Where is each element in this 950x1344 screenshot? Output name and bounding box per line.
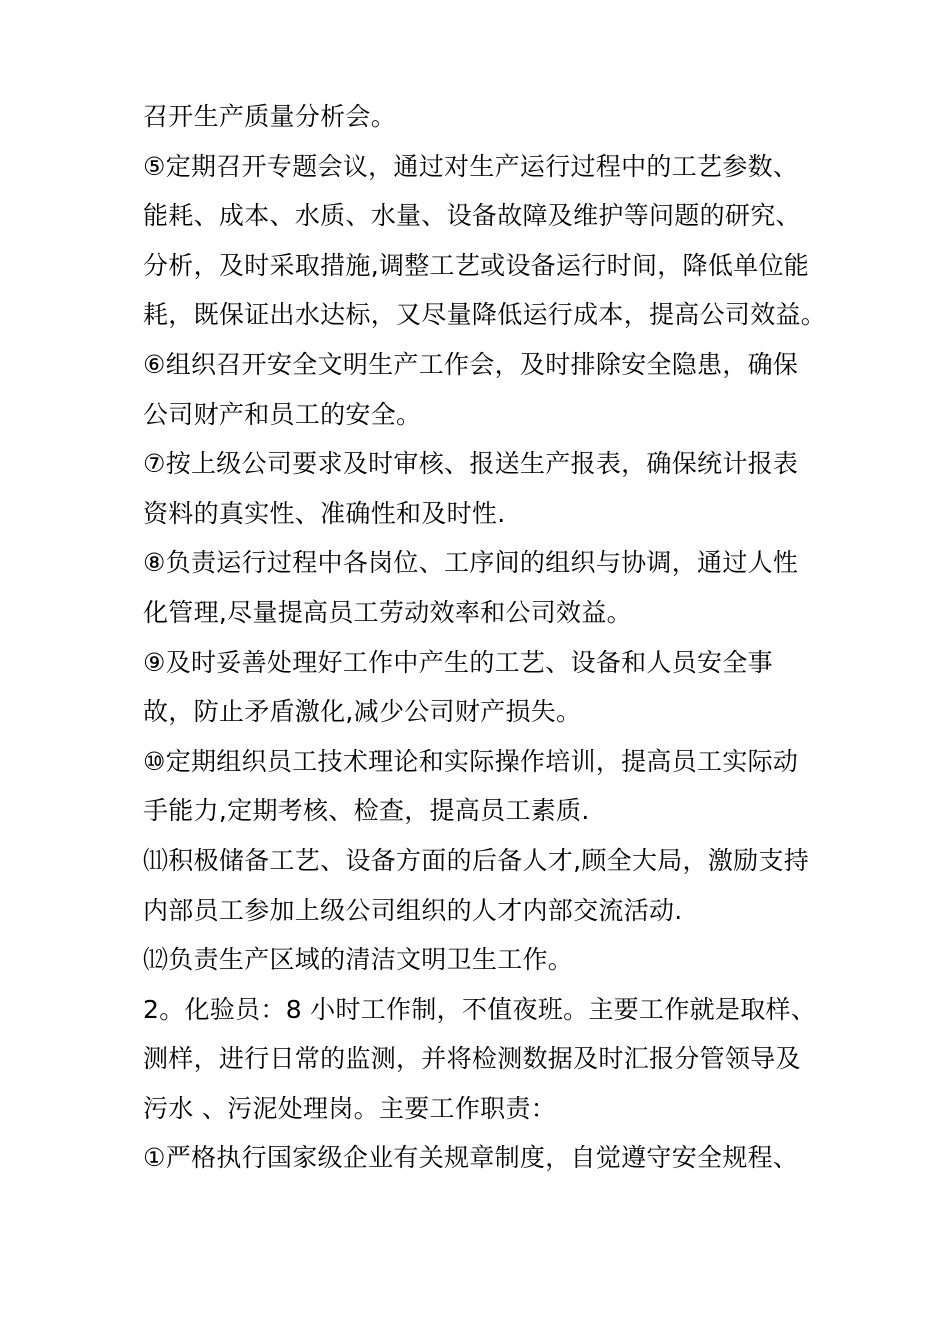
text-line: ①严格执行国家级企业有关规章制度，自觉遵守安全规程、 (143, 1143, 799, 1173)
document-body (143, 92, 827, 1183)
text-line: ⑦按上级公司要求及时审核、报送生产报表，确保统计报表 (143, 449, 799, 479)
text-line: 故，防止矛盾激化,减少公司财产损失。 (143, 697, 582, 727)
text-line: 化管理,尽量提高员工劳动效率和公司效益。 (143, 597, 632, 627)
text-line: ⑧负责运行过程中各岗位、工序间的组织与协调，通过人性 (143, 548, 799, 578)
text-line: ⑩定期组织员工技术理论和实际操作培训，提高员工实际动 (143, 746, 799, 776)
text-line: ⑥组织召开安全文明生产工作会，及时排除安全隐患，确保 (143, 349, 799, 379)
text-line: 资料的真实性、准确性和及时性. (143, 498, 506, 528)
text-line: 手能力,定期考核、检查，提高员工素质. (143, 796, 590, 826)
text-line: 污水 、污泥处理岗。主要工作职责： (143, 1093, 557, 1123)
text-line: ⑿负责生产区域的清洁文明卫生工作。 (143, 945, 574, 975)
text-line: 召开生产质量分析会。 (143, 102, 397, 131)
text-line: 耗，既保证出水达标，又尽量降低运行成本，提高公司效益。 (143, 300, 827, 330)
text-line: ⑾积极储备工艺、设备方面的后备人才,顾全大局，激励支持 (143, 845, 810, 875)
text-line: 2。化验员：8 小时工作制，不值夜班。主要工作就是取样、 (143, 994, 817, 1024)
text-line: 内部员工参加上级公司组织的人才内部交流活动. (143, 895, 683, 925)
text-line: ⑤定期召开专题会议，通过对生产运行过程中的工艺参数、 (143, 151, 799, 181)
text-line: 公司财产和员工的安全。 (143, 399, 422, 429)
text-line: ⑨及时妥善处理好工作中产生的工艺、设备和人员安全事 (143, 647, 773, 677)
text-line: 能耗、成本、水质、水量、设备故障及维护等问题的研究、 (143, 201, 801, 231)
text-line: 测样，进行日常的监测，并将检测数据及时汇报分管领导及 (143, 1044, 801, 1074)
text-line: 分析，及时采取措施,调整工艺或设备运行时间，降低单位能 (143, 250, 810, 280)
